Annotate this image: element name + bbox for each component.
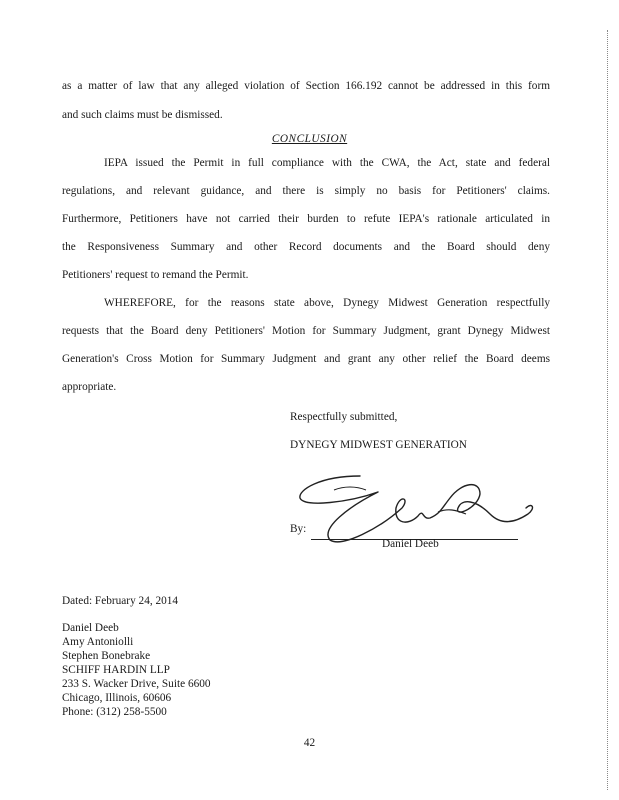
date-line: Dated: February 24, 2014: [62, 595, 179, 607]
page-number: 42: [303, 737, 316, 749]
body-line: Petitioners' request to remand the Permit.: [62, 269, 249, 281]
counsel-line: Chicago, Illinois, 60606: [62, 692, 172, 704]
signer-name: Daniel Deeb: [382, 538, 439, 550]
body-line: and such claims must be dismissed.: [62, 109, 223, 121]
body-line: regulations, and relevant guidance, and there is simply no basis for Petitioners' claims.: [62, 185, 550, 197]
counsel-line: 233 S. Wacker Drive, Suite 6600: [62, 678, 211, 690]
handwritten-signature: [290, 468, 550, 548]
section-heading: CONCLUSION: [271, 133, 348, 145]
body-line: as a matter of law that any alleged violation of Section 166.192 cannot be addressed in this form: [62, 80, 550, 92]
by-label: By:: [290, 523, 307, 535]
body-line: appropriate.: [62, 381, 117, 393]
body-line: Generation's Cross Motion for Summary Judgment and grant any other relief the Board deems: [62, 353, 550, 365]
counsel-line: Daniel Deeb: [62, 622, 119, 634]
body-line: the Responsiveness Summary and other Record documents and the Board should deny: [62, 241, 550, 253]
counsel-line: Stephen Bonebrake: [62, 650, 151, 662]
company-name: DYNEGY MIDWEST GENERATION: [290, 439, 467, 451]
counsel-line: Amy Antoniolli: [62, 636, 134, 648]
counsel-line: SCHIFF HARDIN LLP: [62, 664, 170, 676]
body-line: Furthermore, Petitioners have not carried their burden to refute IEPA's rationale articulated in: [62, 213, 550, 225]
closing-text: Respectfully submitted,: [290, 411, 398, 423]
body-line: requests that the Board deny Petitioners' Motion for Summary Judgment, grant Dynegy Midwest: [62, 325, 550, 337]
counsel-line: Phone: (312) 258-5500: [62, 706, 167, 718]
body-line: IEPA issued the Permit in full compliance with the CWA, the Act, state and federal: [104, 157, 550, 169]
body-line: WHEREFORE, for the reasons state above, Dynegy Midwest Generation respectfully: [104, 297, 550, 309]
